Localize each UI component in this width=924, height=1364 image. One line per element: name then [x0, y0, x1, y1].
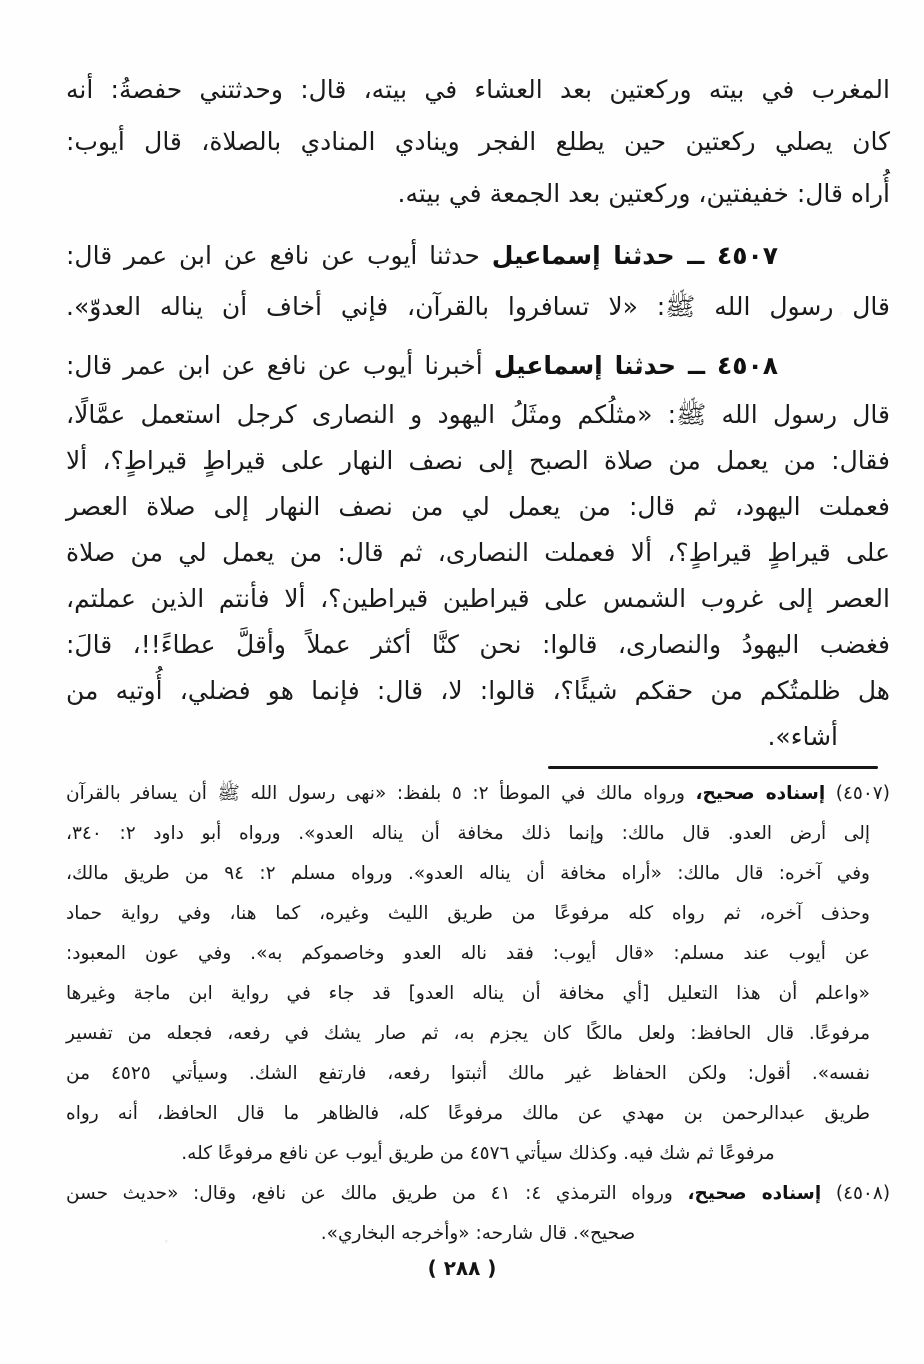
footnote-4507-line-6: «واعلم أن هذا التعليل [أي مخافة أن يناله العدو] قد جاء في رواية ابن ماجة وغيرها — [66, 983, 870, 1004]
hadith-4508-matn-line-2: فقال: من يعمل من صلاة الصبح إلى نصف النهار على قيراطٍ قيراطٍ؟، ألا — [66, 446, 890, 475]
footnote-4507-grade: إسناده صحيح، — [695, 783, 826, 804]
footnote-4507-line-8: نفسه». أقول: ولكن الحفاظ غير مالك أثبتوا رفعه، فارتفع الشك. وسيأتي ٤٥٢٥ من — [66, 1063, 870, 1084]
footnote-separator-rule — [548, 766, 878, 769]
footnote-4508-grade: إسناده صحيح، — [687, 1183, 822, 1204]
page-number: ( ٢٨٨ ) — [427, 1256, 497, 1280]
hadith-4508-matn-line-4: على قيراطٍ قيراطٍ؟، ألا فعملت النصارى، ثم قال: من يعمل لي من صلاة — [66, 538, 890, 567]
hadith-4507-number: ٤٥٠٧ ــ حدثنا إسماعيل — [491, 241, 778, 270]
hadith-4508-matn-line-3: فعملت اليهود، ثم قال: من يعمل لي من نصف النهار إلى صلاة العصر — [66, 492, 890, 521]
footnote-4507-line-9: طريق عبدالرحمن بن مهدي عن مالك مرفوعًا كله، فالظاهر ما قال الحافظ، أنه رواه — [66, 1103, 870, 1124]
main-text-block — [66, 64, 890, 760]
hadith-4508-matn-line-5: العصر إلى غروب الشمس على قيراطين قيراطين؟، ألا فأنتم الذين عملتم، — [66, 584, 890, 613]
footnote-4508-text: ورواه الترمذي ٤: ٤١ من طريق مالك عن نافع، وقال: «حديث حسن — [66, 1183, 673, 1204]
intro-line-3: أُراه قال: خفيفتين، وركعتين بعد الجمعة في بيته. — [397, 179, 890, 208]
footnote-4507-line-3: وفي آخره: قال مالك: «أراه مخافة أن يناله العدو». ورواه مسلم ٢: ٩٤ من طريق مالك، — [66, 863, 870, 884]
hadith-4507-header — [66, 230, 890, 282]
intro-line-1: المغرب في بيته وركعتين بعد العشاء في بيته، قال: وحدثتني حفصةُ: أنه — [66, 75, 890, 104]
hadith-4508-header — [66, 340, 890, 392]
hadith-4508-isnad: أخبرنا أيوب عن نافع عن ابن عمر قال: — [66, 351, 483, 380]
footnote-4507-number: (٤٥٠٧) — [835, 783, 890, 804]
footnote-4507-line-1 — [66, 774, 890, 814]
hadith-4508-matn-line-7: هل ظلمتُكم من حقكم شيئًا؟، قالوا: لا، قال: فإنما هو فضلي، أُوتيه من — [66, 676, 890, 705]
hadith-4508-matn-line-1: قال رسول الله ﷺ: «مثلُكم ومثَلُ اليهود و النصارى كرجل استعمل عمَّالًا، — [66, 400, 890, 429]
hadith-4508-matn-line-6: فغضب اليهودُ والنصارى، قالوا: نحن كنَّا أكثر عملاً وأقلَّ عطاءً!!، قالَ: — [66, 630, 890, 659]
footnote-4507-line-5: عن أيوب عند مسلم: «قال أيوب: فقد ناله العدو وخاصموكم به». وفي عون المعبود: — [66, 943, 870, 964]
hadith-4507-isnad: حدثنا أيوب عن نافع عن ابن عمر قال: — [66, 241, 480, 270]
footnote-4507-text: ورواه مالك في الموطأ ٢: ٥ بلفظ: «نهى رسول الله ﷺ أن يسافر بالقرآن — [66, 783, 685, 804]
footnote-4507-line-4: وحذف آخره، ثم رواه كله مرفوعًا من طريق الليث وغيره، كما هنا، وفي رواية حماد — [66, 903, 870, 924]
footnote-4507-line-10: مرفوعًا ثم شك فيه. وكذلك سيأتي ٤٥٧٦ من طريق أيوب عن نافع مرفوعًا كله. — [181, 1143, 775, 1164]
hadith-4507-matn: قال رسول الله ﷺ: «لا تسافروا بالقرآن، فإني أخاف أن يناله العدوّ». — [66, 292, 890, 321]
footnotes-block — [66, 774, 890, 1254]
footnote-4508-line-1 — [66, 1174, 890, 1214]
intro-line-2: كان يصلي ركعتين حين يطلع الفجر وينادي المنادي بالصلاة، قال أيوب: — [66, 127, 890, 156]
footnote-4508-line-2: صحيح». قال شارحه: «وأخرجه البخاري». — [320, 1223, 636, 1244]
hadith-4508-matn-line-8: أشاء». — [767, 722, 838, 751]
footnote-4507-line-2: إلى أرض العدو. قال مالك: وإنما ذلك مخافة أن يناله العدو». ورواه أبو داود ٢: ٣٤٠، — [66, 823, 870, 844]
footnote-4508-number: (٤٥٠٨) — [835, 1183, 891, 1204]
hadith-4508-number: ٤٥٠٨ ــ حدثنا إسماعيل — [493, 351, 779, 380]
footnote-4507-line-7: مرفوعًا. قال الحافظ: ولعل مالكًا كان يجزم به، ثم صار يشك في رفعه، فجعله من تفسير — [66, 1023, 870, 1044]
